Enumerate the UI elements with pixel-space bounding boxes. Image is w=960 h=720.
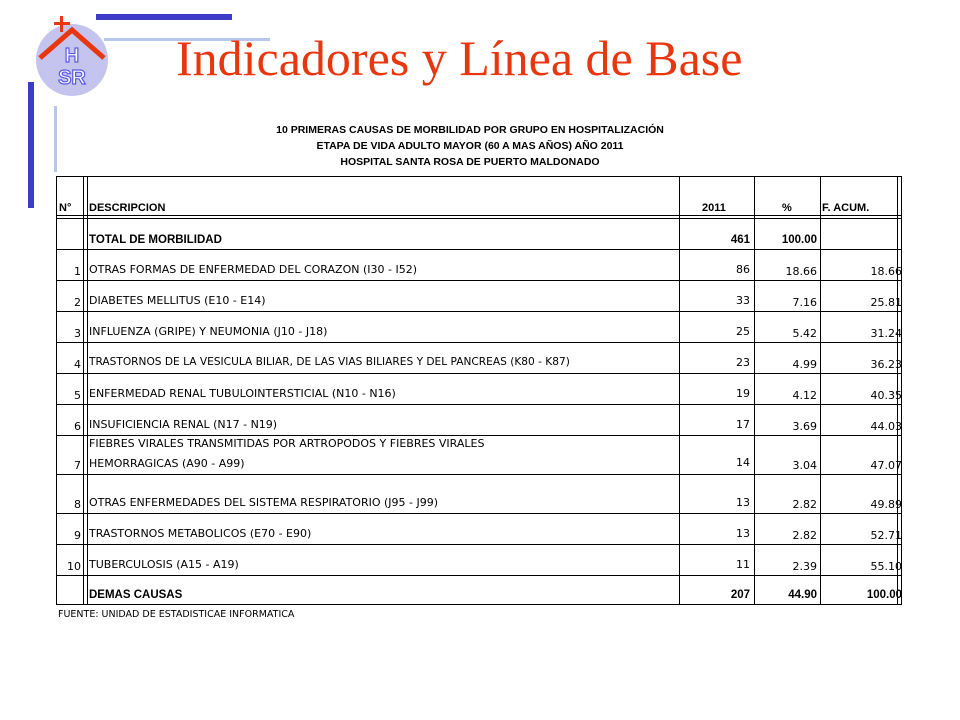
row-pct: 4.99 <box>792 358 817 371</box>
accent-bar-left <box>28 82 34 208</box>
table-row-divider <box>57 280 901 281</box>
table-row-divider <box>57 342 901 343</box>
row-n: 5 <box>74 389 81 402</box>
row-descripcion-line-1: FIEBRES VIRALES TRANSMITIDAS POR ARTROPODOS Y FIEBRES VIRALES <box>89 437 485 450</box>
col-header-n: N° <box>59 202 72 214</box>
row-pct: 2.39 <box>792 560 817 573</box>
row-acum: 40.35 <box>870 389 902 402</box>
row-descripcion: DIABETES MELLITUS (E10 - E14) <box>89 294 266 307</box>
row-n: 7 <box>74 459 81 472</box>
row-descripcion: INFLUENZA (GRIPE) Y NEUMONIA (J10 - J18) <box>89 325 328 338</box>
table-row-divider <box>57 215 901 216</box>
table-row-divider <box>57 575 901 576</box>
row-acum: 52.71 <box>870 529 902 542</box>
col-header-descripcion: DESCRIPCION <box>89 202 166 214</box>
table-heading-line-2: ETAPA DE VIDA ADULTO MAYOR (60 A MAS AÑOS) AÑO 2011 <box>316 140 624 152</box>
row-acum: 36.23 <box>870 358 902 371</box>
row-descripcion: TRASTORNOS METABOLICOS (E70 - E90) <box>89 527 312 540</box>
table-row-divider <box>57 544 901 545</box>
row-n: 9 <box>74 529 81 542</box>
row-pct: 18.66 <box>785 265 817 278</box>
row-acum: 18.66 <box>870 265 902 278</box>
row-value: 33 <box>736 294 750 307</box>
row-acum: 49.89 <box>870 498 902 511</box>
table-source-note: FUENTE: UNIDAD DE ESTADISTICAE INFORMATICA <box>58 609 295 620</box>
row-descripcion: TRASTORNOS DE LA VESICULA BILIAR, DE LAS VIAS BILIARES Y DEL PANCREAS (K80 - K87) <box>89 356 570 368</box>
table-row-divider <box>57 218 901 219</box>
row-pct: 3.69 <box>792 420 817 433</box>
row-n: 2 <box>74 296 81 309</box>
accent-bar-top <box>96 14 232 20</box>
row-n: 3 <box>74 327 81 340</box>
table-heading-line-1: 10 PRIMERAS CAUSAS DE MORBILIDAD POR GRUPO EN HOSPITALIZACIÓN <box>276 124 664 136</box>
row-n: 10 <box>67 560 81 573</box>
table-row-divider <box>57 513 901 514</box>
table-row-divider <box>57 373 901 374</box>
row-acum: 31.24 <box>870 327 902 340</box>
slide-title: Indicadores y Línea de Base <box>176 30 743 86</box>
total-value: 461 <box>730 234 750 246</box>
demas-label: DEMAS CAUSAS <box>89 589 183 601</box>
table-row-divider <box>57 404 901 405</box>
table-row-divider <box>57 311 901 312</box>
row-acum: 55.10 <box>870 560 902 573</box>
table-row-divider <box>57 474 901 475</box>
table-col-divider <box>83 177 84 604</box>
col-header-acum: F. ACUM. <box>822 202 870 214</box>
table-col-divider <box>87 177 88 604</box>
row-value: 14 <box>736 456 750 469</box>
row-n: 6 <box>74 420 81 433</box>
demas-pct: 44.90 <box>788 589 817 601</box>
row-value: 19 <box>736 387 750 400</box>
row-value: 25 <box>736 325 750 338</box>
row-pct: 2.82 <box>792 498 817 511</box>
row-pct: 2.82 <box>792 529 817 542</box>
row-pct: 5.42 <box>792 327 817 340</box>
col-header-pct: % <box>782 202 792 214</box>
logo-letters-sr: SR <box>58 67 86 89</box>
row-value: 13 <box>736 496 750 509</box>
row-acum: 47.07 <box>870 459 902 472</box>
row-descripcion: OTRAS ENFERMEDADES DEL SISTEMA RESPIRATORIO (J95 - J99) <box>89 496 439 509</box>
row-acum: 44.03 <box>870 420 902 433</box>
row-value: 13 <box>736 527 750 540</box>
col-header-year: 2011 <box>702 202 726 214</box>
accent-bar-left-light <box>54 106 57 172</box>
row-pct: 3.04 <box>792 459 817 472</box>
table-heading-line-3: HOSPITAL SANTA ROSA DE PUERTO MALDONADO <box>340 156 600 168</box>
table-row-divider <box>57 435 901 436</box>
demas-value: 207 <box>730 589 750 601</box>
row-descripcion: INSUFICIENCIA RENAL (N17 - N19) <box>89 418 278 431</box>
row-pct: 7.16 <box>792 296 817 309</box>
row-n: 8 <box>74 498 81 511</box>
logo-letter-h: H <box>64 45 80 67</box>
row-descripcion-line-2: HEMORRAGICAS (A90 - A99) <box>89 457 245 470</box>
row-descripcion: OTRAS FORMAS DE ENFERMEDAD DEL CORAZON (I30 - I52) <box>89 263 417 276</box>
total-label: TOTAL DE MORBILIDAD <box>89 234 222 246</box>
row-acum: 25.81 <box>870 296 902 309</box>
total-pct: 100.00 <box>781 234 817 246</box>
row-descripcion: ENFERMEDAD RENAL TUBULOINTERSTICIAL (N10 - N16) <box>89 387 396 400</box>
row-n: 4 <box>74 358 81 371</box>
demas-acum: 100.00 <box>866 589 902 601</box>
row-value: 23 <box>736 356 750 369</box>
hospital-logo <box>30 14 114 98</box>
table-row-divider <box>57 249 901 250</box>
row-pct: 4.12 <box>792 389 817 402</box>
row-n: 1 <box>74 265 81 278</box>
row-descripcion: TUBERCULOSIS (A15 - A19) <box>89 558 239 571</box>
row-value: 86 <box>736 263 750 276</box>
row-value: 17 <box>736 418 750 431</box>
row-value: 11 <box>736 558 750 571</box>
